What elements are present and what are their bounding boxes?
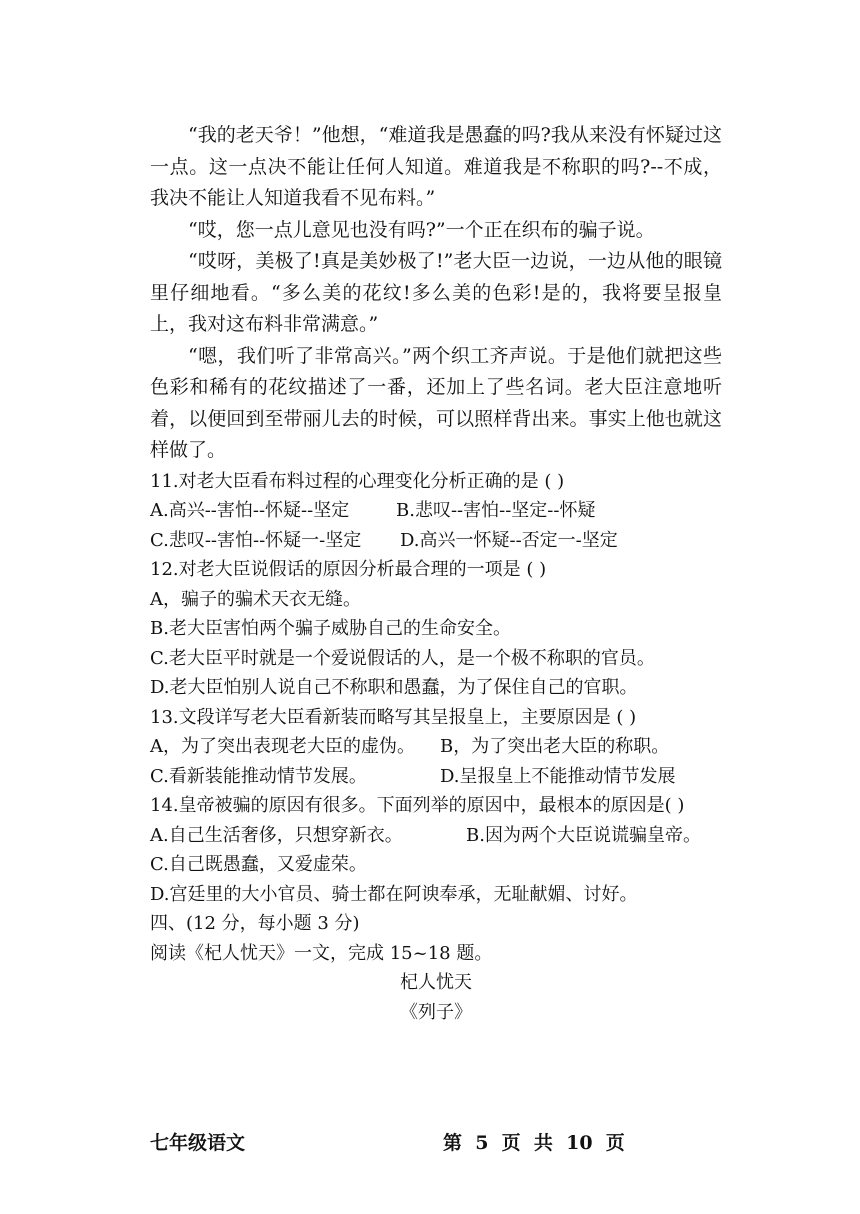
question-14-option-a: A.自己生活奢侈，只想穿新衣。: [150, 824, 403, 846]
question-13-options-row-2: [150, 762, 722, 792]
footer-subject: 七年级语文: [150, 1132, 246, 1154]
question-11-option-b: B.悲叹--害怕--坚定--怀疑: [396, 500, 596, 521]
question-13-option-d: D.呈报皇上不能推动情节发展: [440, 765, 676, 787]
footer-page-number: 第 5 页 共 10 页: [443, 1132, 625, 1154]
question-11-options-row-2: [150, 526, 722, 556]
question-14-options-row-1: [150, 821, 722, 851]
question-11-stem: 11.对老大臣看布料过程的心理变化分析正确的是 ( ): [150, 470, 565, 492]
article-title: 杞人忧天: [400, 972, 472, 993]
section-4-instruction: 阅读《杞人忧天》一文，完成 15~18 题。: [150, 942, 493, 964]
question-14-option-c: C.自己既愚蠢，又爱虚荣。: [150, 854, 367, 875]
article-source: 《列子》: [400, 1002, 472, 1023]
question-13-option-a: A，为了突出表现老大臣的虚伪。: [150, 736, 415, 757]
question-14-option-b: B.因为两个大臣说谎骗皇帝。: [466, 824, 701, 846]
question-12-option-d: D.老大臣怕别人说自己不称职和愚蠢，为了保住自己的官职。: [150, 677, 638, 698]
question-11-option-a: A.高兴--害怕--怀疑--坚定: [150, 500, 350, 521]
question-12-stem: 12.对老大臣说假话的原因分析最合理的一项是 ( ): [150, 559, 547, 580]
question-13-option-b: B，为了突出老大臣的称职。: [440, 736, 670, 757]
question-14-option-d: D.宫廷里的大小官员、骑士都在阿谀奉承，无耻献媚、讨好。: [150, 883, 638, 905]
question-11-option-d: D.高兴一怀疑--否定一-坚定: [400, 529, 618, 551]
question-11-options-row-1: [150, 496, 722, 526]
question-13-stem: 13.文段详写老大臣看新装而略写其呈报皇上，主要原因是 ( ): [150, 706, 637, 728]
question-12-option-c: C.老大臣平时就是一个爱说假话的人，是一个极不称职的官员。: [150, 647, 655, 669]
question-12-option-b: B.老大臣害怕两个骗子威胁自己的生命安全。: [150, 618, 511, 639]
page-content: [150, 120, 722, 1028]
passage-paragraph-4: “嗯，我们听了非常高兴。”两个织工齐声说。于是他们就把这些色彩和稀有的花纹描述了一番，还加上了些名词。老大臣注意地听着，以便回到至带丽儿去的时候，可以照样背出来。事实上他也就这样做了。: [150, 344, 722, 461]
question-12-option-a: A，骗子的骗术天衣无缝。: [150, 588, 361, 610]
question-14-stem: 14.皇帝被骗的原因有很多。下面列举的原因中，最根本的原因是( ): [150, 795, 685, 816]
question-13-options-row-1: [150, 732, 722, 762]
question-13-option-c: C.看新装能推动情节发展。: [150, 765, 367, 787]
passage-paragraph-1: “我的老天爷！”他想，“难道我是愚蠢的吗?我从来没有怀疑过这一点。这一点决不能让任何人知道。难道我是不称职的吗?--不成，我决不能让人知道我看不见布料。”: [150, 124, 722, 209]
passage-paragraph-3: “哎呀，美极了!真是美妙极了!”老大臣一边说，一边从他的眼镜里仔细地看。“多么美的花纹!多么美的色彩!是的，我将要呈报皇上，我对这布料非常满意。”: [150, 250, 722, 335]
question-11-option-c: C.悲叹--害怕--怀疑一-坚定: [150, 529, 362, 551]
passage-paragraph-2: “哎，您一点儿意见也没有吗?”一个正在织布的骗子说。: [188, 218, 655, 241]
section-4-heading: 四、(12 分，每小题 3 分): [150, 913, 360, 934]
